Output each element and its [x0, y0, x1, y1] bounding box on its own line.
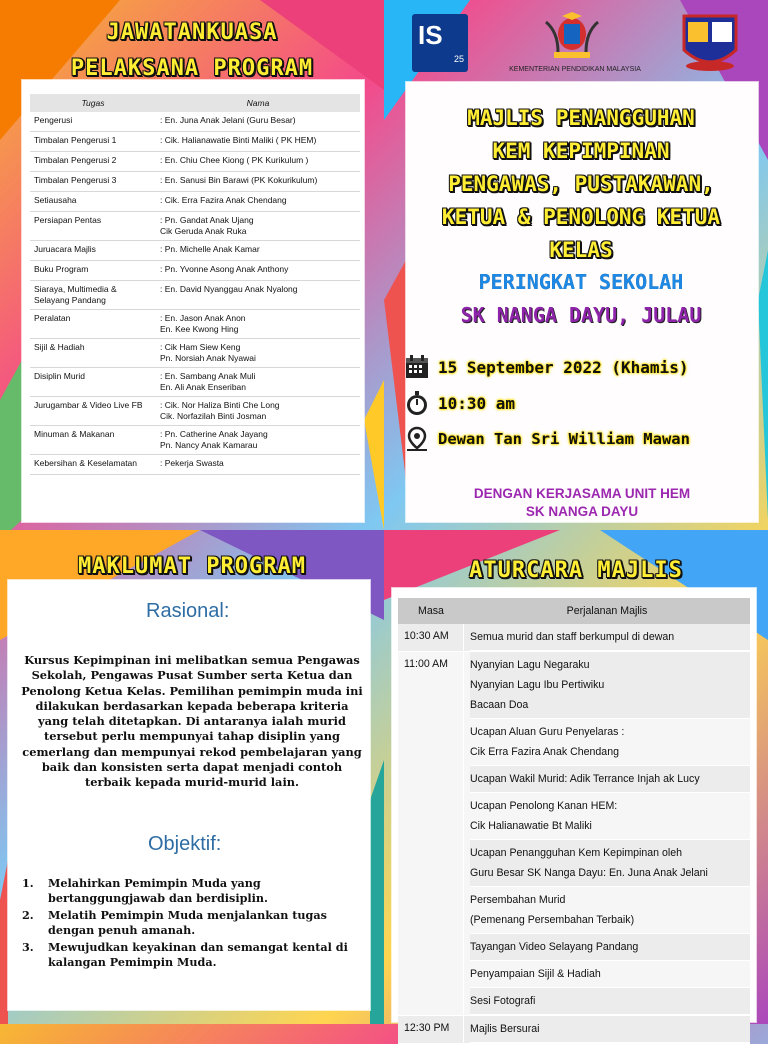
ministry-label: KEMENTERIAN PENDIDIKAN MALAYSIA	[509, 66, 641, 73]
committee-row	[30, 397, 360, 426]
committee-row	[30, 339, 360, 368]
header-masa: Masa	[418, 605, 444, 617]
committee-name: : Cik. Halianawatie Binti Maliki ( PK HEM)	[160, 135, 317, 145]
committee-name: : Cik Ham Siew Keng Pn. Norsiah Anak Nyawai	[160, 342, 256, 363]
committee-role: Persiapan Pentas	[34, 215, 102, 225]
committee-name: : En. Chiu Chee Kiong ( PK Kurikulum )	[160, 155, 309, 165]
agenda-activity-line: Ucapan Penolong Kanan HEM:	[470, 800, 618, 812]
event-time-text: 10:30 am	[438, 393, 516, 413]
agenda-activity-line: Cik Erra Fazira Anak Chendang	[470, 746, 619, 758]
agenda-activity-group	[470, 840, 750, 887]
committee-row	[30, 212, 360, 241]
objective-number: 1.	[22, 876, 34, 890]
agenda-rows	[398, 624, 750, 1044]
agenda-activity-line: Cik Halianawatie Bt Maliki	[470, 820, 592, 832]
agenda-activities	[464, 624, 750, 651]
agenda-activity-group	[470, 887, 750, 934]
is-logo-text: IS	[418, 20, 443, 50]
is25-logo	[412, 14, 468, 72]
agenda-activities	[464, 652, 750, 1015]
poster-level: PERINGKAT SEKOLAH	[478, 270, 684, 294]
committee-row	[30, 368, 360, 397]
event-time	[404, 390, 515, 416]
committee-row	[30, 192, 360, 212]
committee-name: : Pn. Michelle Anak Kamar	[160, 244, 260, 254]
objective-item	[22, 940, 362, 970]
committee-row	[30, 281, 360, 310]
header-nama: Nama	[246, 98, 270, 108]
agenda-activity-line: Nyanyian Lagu Ibu Pertiwiku	[470, 679, 605, 691]
agenda-activity-line: Majlis Bersurai	[470, 1023, 540, 1035]
agenda-activity-line: Bacaan Doa	[470, 699, 529, 711]
info-title: MAKLUMAT PROGRAM	[78, 554, 306, 579]
agenda-activity-line: Ucapan Aluan Guru Penyelaras :	[470, 726, 625, 738]
agenda-activity-line: Guru Besar SK Nanga Dayu: En. Juna Anak Jelani	[470, 867, 708, 879]
agenda-activity-group	[470, 961, 750, 988]
event-date	[404, 354, 688, 380]
objective-text: Mewujudkan keyakinan dan semangat kental di kalangan Pemimpin Muda.	[48, 940, 348, 969]
committee-name: : En. David Nyanggau Anak Nyalong	[160, 284, 298, 294]
agenda-activity-line: Persembahan Murid	[470, 894, 566, 906]
agenda-table	[398, 598, 750, 1044]
poster-school: SK NANGA DAYU, JULAU	[460, 303, 702, 327]
agenda-activity-group	[470, 766, 750, 793]
header-perjalanan: Perjalanan Majlis	[566, 605, 648, 617]
agenda-activity-group	[470, 1016, 750, 1043]
committee-role: Juruacara Majlis	[34, 244, 96, 254]
objective-text: Melatih Pemimpin Muda menjalankan tugas dengan penuh amanah.	[48, 908, 327, 937]
agenda-activity-line: Penyampaian Sijil & Hadiah	[470, 968, 601, 980]
agenda-activity-group	[470, 988, 750, 1015]
agenda-time: 11:00 AM	[398, 652, 464, 1015]
agenda-title: ATURCARA MAJLIS	[469, 558, 683, 583]
committee-title-line2: PELAKSANA PROGRAM	[70, 56, 314, 81]
agenda-row	[398, 652, 750, 1016]
committee-row	[30, 112, 360, 132]
poster-title-line4: KETUA & PENOLONG KETUA	[441, 205, 721, 229]
agenda-activities	[464, 1016, 750, 1043]
agenda-activity-line: Ucapan Penangguhan Kem Kepimpinan oleh	[470, 847, 683, 859]
committee-role: Sijil & Hadiah	[34, 342, 85, 352]
committee-name: : En. Jason Anak Anon En. Kee Kwong Hing	[160, 313, 246, 334]
committee-title-line1: JAWATANKUASA	[106, 20, 278, 45]
committee-role: Timbalan Pengerusi 3	[34, 175, 117, 185]
agenda-activity-line: Semua murid dan staff berkumpul di dewan	[470, 631, 675, 643]
event-date-text: 15 September 2022 (Khamis)	[438, 357, 689, 377]
committee-row	[30, 310, 360, 339]
committee-name: : Cik. Erra Fazira Anak Chendang	[160, 195, 287, 205]
committee-role: Peralatan	[34, 313, 71, 323]
committee-role: Timbalan Pengerusi 2	[34, 155, 117, 165]
agenda-activity-group	[470, 624, 750, 651]
agenda-activity-line: (Pemenang Persembahan Terbaik)	[470, 914, 635, 926]
collab-line1: DENGAN KERJASAMA UNIT HEM	[473, 486, 691, 501]
objektif-heading: Objektif:	[148, 833, 222, 855]
objective-number: 3.	[22, 940, 34, 954]
committee-rows	[30, 112, 360, 475]
stopwatch-icon	[404, 390, 430, 416]
committee-role: Setiausaha	[34, 195, 77, 205]
agenda-row	[398, 1016, 750, 1044]
committee-name: : Cik. Nor Haliza Binti Che Long Cik. Norfazilah Binti Josman	[160, 400, 280, 421]
committee-row	[30, 261, 360, 281]
agenda-time: 10:30 AM	[398, 624, 464, 651]
committee-name: : Pekerja Swasta	[160, 458, 224, 468]
committee-row	[30, 455, 360, 475]
committee-row	[30, 241, 360, 261]
committee-role: Pengerusi	[34, 115, 73, 125]
committee-role: Kebersihan & Keselamatan	[34, 458, 138, 468]
agenda-activity-line: Tayangan Video Selayang Pandang	[470, 941, 639, 953]
agenda-row	[398, 624, 750, 652]
poster-title-line2: KEM KEPIMPINAN	[492, 139, 670, 163]
committee-name: : En. Sambang Anak Muli En. Ali Anak Enseriban	[160, 371, 256, 392]
agenda-activity-line: Nyanyian Lagu Negaraku	[470, 659, 590, 671]
is-logo-number: 25	[453, 54, 464, 64]
objectives-list	[22, 876, 362, 972]
agenda-activity-group	[470, 652, 750, 719]
committee-role: Siaraya, Multimedia & Selayang Pandang	[34, 284, 117, 305]
committee-table	[30, 94, 360, 475]
committee-name: : Pn. Yvonne Asong Anak Anthony	[160, 264, 289, 274]
committee-name: : En. Sanusi Bin Barawi (PK Kokurikulum)	[160, 175, 318, 185]
header-tugas: Tugas	[81, 98, 105, 108]
poster-title-line1: MAJLIS PENANGGUHAN	[467, 106, 695, 130]
rasional-heading: Rasional:	[146, 600, 230, 622]
committee-name: : Pn. Catherine Anak Jayang Pn. Nancy Anak Kamarau	[160, 429, 268, 450]
committee-row	[30, 172, 360, 192]
poster-title-line3: PENGAWAS, PUSTAKAWAN,	[448, 172, 714, 196]
agenda-activity-line: Sesi Fotografi	[470, 995, 536, 1007]
agenda-activity-group	[470, 793, 750, 840]
committee-name: : En. Juna Anak Jelani (Guru Besar)	[160, 115, 296, 125]
committee-row	[30, 426, 360, 455]
event-venue-text: Dewan Tan Sri William Mawan	[438, 430, 690, 448]
agenda-activity-group	[470, 934, 750, 961]
objective-item	[22, 908, 362, 938]
committee-role: Buku Program	[34, 264, 89, 274]
agenda-activity-line: Ucapan Wakil Murid: Adik Terrance Injah ak Lucy	[470, 773, 700, 785]
committee-table-header	[30, 94, 360, 112]
location-pin-icon	[404, 426, 430, 452]
committee-role: Jurugambar & Video Live FB	[34, 400, 143, 410]
collab-line2: SK NANGA DAYU	[525, 504, 639, 519]
objective-number: 2.	[22, 908, 34, 922]
committee-row	[30, 132, 360, 152]
agenda-activity-group	[470, 719, 750, 766]
agenda-table-header	[398, 598, 750, 624]
calendar-icon	[404, 354, 430, 380]
committee-role: Minuman & Makanan	[34, 429, 115, 439]
committee-role: Timbalan Pengerusi 1	[34, 135, 117, 145]
school-crest-logo	[676, 12, 744, 74]
committee-role: Disiplin Murid	[34, 371, 86, 381]
event-venue	[404, 426, 690, 452]
objective-text: Melahirkan Pemimpin Muda yang bertanggungjawab dan berdisiplin.	[48, 876, 268, 905]
poster-title-line5: KELAS	[549, 238, 613, 262]
kpm-crest-logo	[540, 12, 604, 62]
objective-item	[22, 876, 362, 906]
committee-row	[30, 152, 360, 172]
agenda-time: 12:30 PM	[398, 1016, 464, 1043]
rasional-text: Kursus Kepimpinan ini melibatkan semua Pengawas Sekolah, Pengawas Pusat Sumber serta Ketua dan Penolong Ketua Kelas. Pemilihan pemimpin muda ini dilakukan berdasarkan kepada beberapa kriteria yang telah ditetapkan. Di antaranya ialah murid tersebut perlu mempunyai tahap disiplin yang cemerlang dan mempunyai rekod pembelajaran yang baik dan konsisten serta dapat menjadi contoh terbaik kepada murid-murid lain.	[21, 653, 363, 790]
committee-name: : Pn. Gandat Anak Ujang Cik Geruda Anak Ruka	[160, 215, 254, 236]
